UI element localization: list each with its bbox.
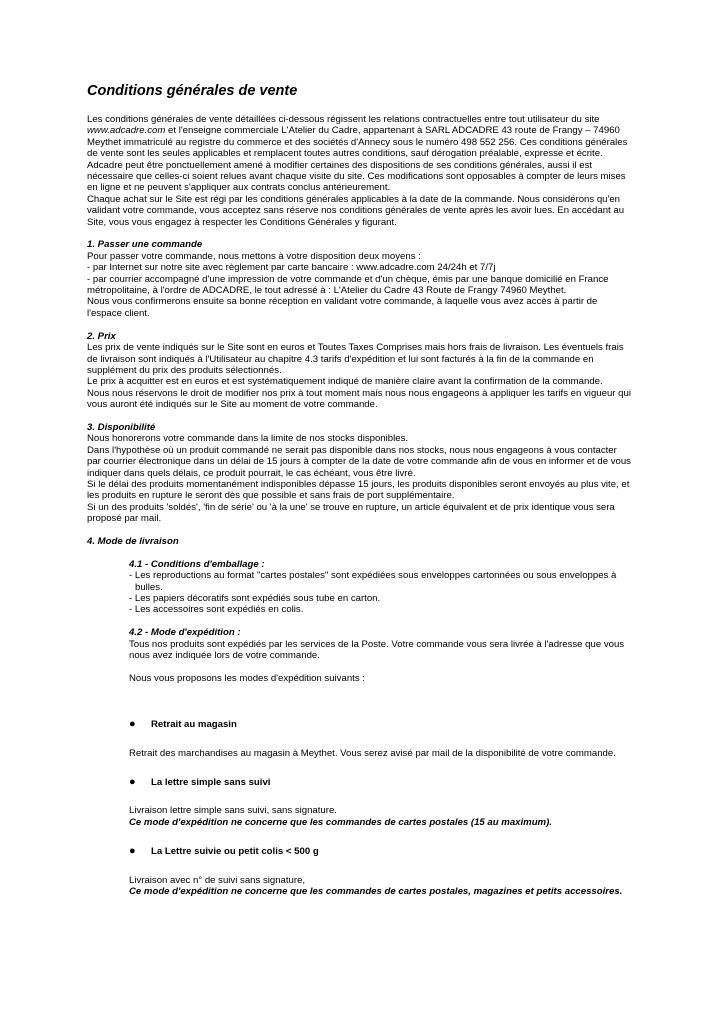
text-line: - Les accessoires sont expédiés en colis. — [129, 604, 304, 616]
text-line: nécessaire que celles-ci soient relues avant chaque visite du site. Ces modifications sont opposables à compter de leurs mises — [87, 171, 626, 183]
text-line: - par Internet sur notre site avec règlement par carte bancaire : www.adcadre.com 24/24h et 7/7j — [87, 262, 496, 274]
shipping-mode-item — [129, 719, 639, 730]
shipping-mode-desc: Livraison lettre simple sans suivi, sans signature. — [129, 805, 337, 817]
site-link[interactable]: www.adcadre.com — [87, 125, 166, 137]
text-line: Nous honorerons votre commande dans la limite de nos stocks disponibles. — [87, 433, 409, 445]
shipping-mode-desc: Livraison avec n° de suivi sans signature, — [129, 874, 306, 886]
section-prix — [87, 331, 639, 411]
shipping-mode-label: La Lettre suivie ou petit colis < 500 g — [151, 846, 319, 858]
text-line: Meythet immatriculé au registre du commerce et des sociétés d'Annecy sous le numéro 498 552 256. Ces conditions générales — [87, 136, 628, 148]
text-line: Les prix de vente indiqués sur le Site sont en euros et Toutes Taxes Comprises mais hors frais de livraison. Les éventuels frais — [87, 342, 624, 354]
text-line: Nous nous réservons le droit de modifier nos prix à tout moment mais nous nous engageons à appliquer les tarifs en vigueur qui — [87, 387, 631, 399]
text-line: - Les reproductions au format "cartes postales" sont expédiées sous enveloppes cartonnées ou sous enveloppes à — [129, 570, 617, 582]
text-line: Chaque achat sur le Site est régi par les conditions générales applicables à la date de la commande. Nous considérons qu'en — [87, 193, 621, 205]
bullet-icon: ● — [129, 845, 136, 858]
text-line: indiquer dans quels délais, ce produit pourrait, le cas échéant, vous être livré. — [87, 467, 416, 479]
text-line: Si le délai des produits momentanément indisponibles dépasse 15 jours, les produits disponibles seront envoyés au plus vite, et — [87, 478, 630, 490]
shipping-mode-note: Ce mode d'expédition ne concerne que les commandes de cartes postales (15 au maximum). — [129, 816, 552, 828]
text-line: Pour passer votre commande, nous mettons à votre disposition deux moyens : — [87, 250, 421, 262]
text-line: de livraison sont indiqués à l'Utilisateur au chapitre 4.3 tarifs d'expédition et lui sont facturés à la fin de la commande en — [87, 353, 594, 365]
section-heading: 3. Disponibilité — [87, 421, 156, 433]
section-heading: 4. Mode de livraison — [87, 535, 179, 547]
text-line: Nous vous confirmerons ensuite sa bonne réception en validant votre commande, à laquelle vous avez accès à partir de — [87, 296, 598, 308]
text-line: par courrier électronique dans un délai de 15 jours à compter de la date de votre commande afin de vous en informer et de vous — [87, 456, 631, 468]
text-line: Dans l'hypothèse où un produit commandé ne serait pas disponible dans nos stocks, nous nous engageons à vous contacter — [87, 444, 617, 456]
text-span: et l'enseigne commerciale L'Atelier du Cadre, appartenant à SARL ADCADRE 43 route de Frangy – 74960 — [165, 125, 620, 137]
text-line: Site, vous vous engagez à respecter les Conditions Générales y figurant. — [87, 216, 397, 228]
bullet-icon: ● — [129, 776, 136, 789]
section-heading: 1. Passer une commande — [87, 239, 203, 251]
text-line: - par courrier accompagné d'une impression de votre commande et d'un chèque, émis par une banque domicilié en France — [87, 273, 609, 285]
text-line: supplément du prix des produits sélectionnés. — [87, 364, 282, 376]
shipping-mode-label: Retrait au magasin — [151, 719, 237, 731]
text-line: Adcadre peut être ponctuellement amené à modifier certaines des dispositions de ses conditions générales, aussi il est — [87, 159, 593, 171]
text-line: métropolitaine, à l'ordre de ADCADRE, le tout adressé à : L'Atelier du Cadre 43 Route de Frangy 74960 Meythet. — [87, 285, 567, 297]
text-line: proposé par mail. — [87, 513, 162, 525]
text-line: de vente sont les seules applicables et remplacent toutes autres conditions, sauf dérogation préalable, expresse et écrite. — [87, 148, 603, 160]
shipping-mode-note: Ce mode d'expédition ne concerne que les commandes de cartes postales, magazines et petits accessoires. — [129, 886, 623, 898]
subsection-emballage — [129, 559, 639, 684]
section-disponibilite — [87, 422, 639, 525]
text-line: bulles. — [135, 581, 163, 593]
text-line: l'espace client. — [87, 307, 150, 319]
section-mode-livraison — [87, 536, 639, 897]
intro-paragraph — [87, 114, 639, 228]
text-line: vous auront été indiqués sur le Site au moment de votre commande. — [87, 399, 378, 411]
section-heading: 2. Prix — [87, 330, 116, 342]
text-line — [87, 125, 639, 136]
shipping-mode-desc: Retrait des marchandises au magasin à Meythet. Vous serez avisé par mail de la disponibilité de votre commande. — [129, 747, 616, 759]
section-passer-commande — [87, 239, 639, 319]
text-line: Si un des produits 'soldés', 'fin de série' ou 'à la une' se trouve en rupture, un article équivalent et de prix identique vous sera — [87, 501, 615, 513]
shipping-mode-item — [129, 846, 639, 857]
bullet-icon: ● — [129, 718, 136, 731]
shipping-mode-label: La lettre simple sans suivi — [151, 777, 271, 789]
subsection-heading: 4.1 - Conditions d'emballage : — [129, 558, 265, 570]
subsection-heading: 4.2 - Mode d'expédition : — [129, 627, 241, 639]
text-line: Nous vous proposons les modes d'expédition suivants : — [129, 672, 365, 684]
shipping-mode-item — [129, 777, 639, 788]
text-line: les produits en rupture le seront dès que possible et sans frais de port supplémentaire. — [87, 490, 455, 502]
text-line: - Les papiers décoratifs sont expédiés sous tube en carton. — [129, 592, 381, 604]
page-title: Conditions générales de vente — [87, 83, 298, 99]
text-line: nous avez indiquée lors de votre commande. — [129, 650, 320, 661]
text-line: Le prix à acquitter est en euros et est systématiquement indiqué de manière claire avant la confirmation de la commande. — [87, 376, 603, 388]
text-line: Tous nos produits sont expédiés par les services de la Poste. Votre commande vous sera livrée à l'adresse que vous — [129, 638, 625, 650]
text-line: en ligne et ne peuvent s'appliquer aux contrats conclus antérieurement. — [87, 182, 391, 194]
text-line: Les conditions générales de vente détaillées ci-dessous régissent les relations contractuelles entre tout utilisateur du site — [87, 114, 600, 125]
document-page — [87, 82, 639, 897]
text-line: validant votre commande, vous acceptez sans réserve nos conditions générales de vente après les avoir lues. En accédant au — [87, 205, 625, 217]
